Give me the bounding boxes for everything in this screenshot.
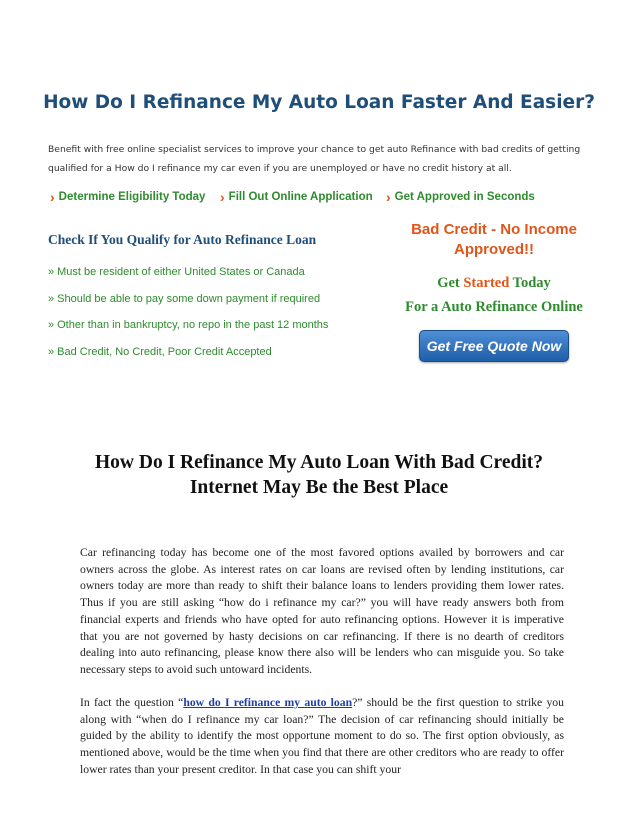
started-text: Started [463, 275, 510, 291]
bullet: » [48, 345, 55, 358]
list-item [48, 264, 328, 291]
get-text: Get [437, 275, 460, 291]
step-label: Get Approved in Seconds [394, 191, 535, 203]
step-label: Determine Eligibility Today [58, 191, 206, 203]
step-3 [386, 190, 535, 204]
step-label: Fill Out Online Application [228, 191, 373, 203]
step-1 [50, 190, 205, 204]
requirements-list [48, 264, 328, 370]
promo-subline: For a Auto Refinance Online [405, 299, 583, 315]
requirement-text: Must be resident of either United States or Canada [57, 266, 305, 278]
promo-headline: Bad Credit - No Income Approved!! [411, 221, 577, 258]
section-title-line-2: Internet May Be the Best Place [189, 477, 449, 498]
requirement-text: Should be able to pay some down payment if required [57, 292, 321, 305]
page-title: How Do I Refinance My Auto Loan Faster And Easier? [43, 92, 595, 113]
body-paragraph-1: Car refinancing today has become one of the most favored options availed by borrowers and car owners across the globe. As interest rates on car loans are revised often by lending institutions, car owners today are more than ready to shift their balance loans to lenders providing them lower rates. Thus if you are still asking “how do i refinance my car?” you will have ready answers both from financial experts and friends who have opted for auto refinancing options. However it is imperative that you are not governed by hasty decisions on car refinancing. If there is no dearth of creditors dealing into auto refinancing, please know there also will be lenders who can misguide you. So take necessary steps to avoid such untoward incidents. [80, 546, 564, 676]
bullet: » [48, 319, 55, 331]
chevron-right-icon: › [50, 189, 55, 205]
para2-pre: In fact the question “ [80, 696, 184, 709]
chevron-right-icon: › [220, 189, 225, 205]
list-item [48, 291, 328, 318]
refinance-link[interactable]: how do I refinance my auto loan [183, 696, 353, 709]
today-text: Today [512, 275, 551, 291]
body-paragraph-2 [80, 695, 564, 779]
chevron-right-icon: › [386, 189, 391, 205]
steps-bar [50, 190, 620, 206]
para2-post: ?” should be the first question to strike you along with “when do I refinance my car loan?” The decision of car refinancing should initially be guided by the ability to identify the most opportune moment to do so. The first option obviously, as mentioned above, would be the time when you find that there are other creditors who are ready to offer lower rates than your present creditor. In that case you can shift your [80, 696, 564, 776]
list-item [48, 344, 328, 371]
requirement-text: Other than in bankruptcy, no repo in the past 12 months [57, 319, 329, 331]
section-title [0, 450, 638, 500]
intro-text: Benefit with free online specialist services to improve your chance to get auto Refinance with bad credits of getting qualified for a How do I refinance my car even if you are unemployed or have no credit history at all. [48, 144, 581, 174]
get-free-quote-button[interactable]: Get Free Quote Now >> [419, 330, 569, 362]
get-started-line [388, 274, 600, 292]
bullet: » [48, 266, 55, 278]
section-title-line-1: How Do I Refinance My Auto Loan With Bad Credit? [95, 452, 543, 473]
list-item [48, 317, 328, 344]
requirement-text: Bad Credit, No Credit, Poor Credit Accepted [57, 345, 272, 358]
step-2 [220, 190, 373, 204]
qualify-heading: Check If You Qualify for Auto Refinance Loan [48, 232, 317, 247]
bullet: » [48, 292, 55, 305]
side-promo [388, 220, 600, 385]
